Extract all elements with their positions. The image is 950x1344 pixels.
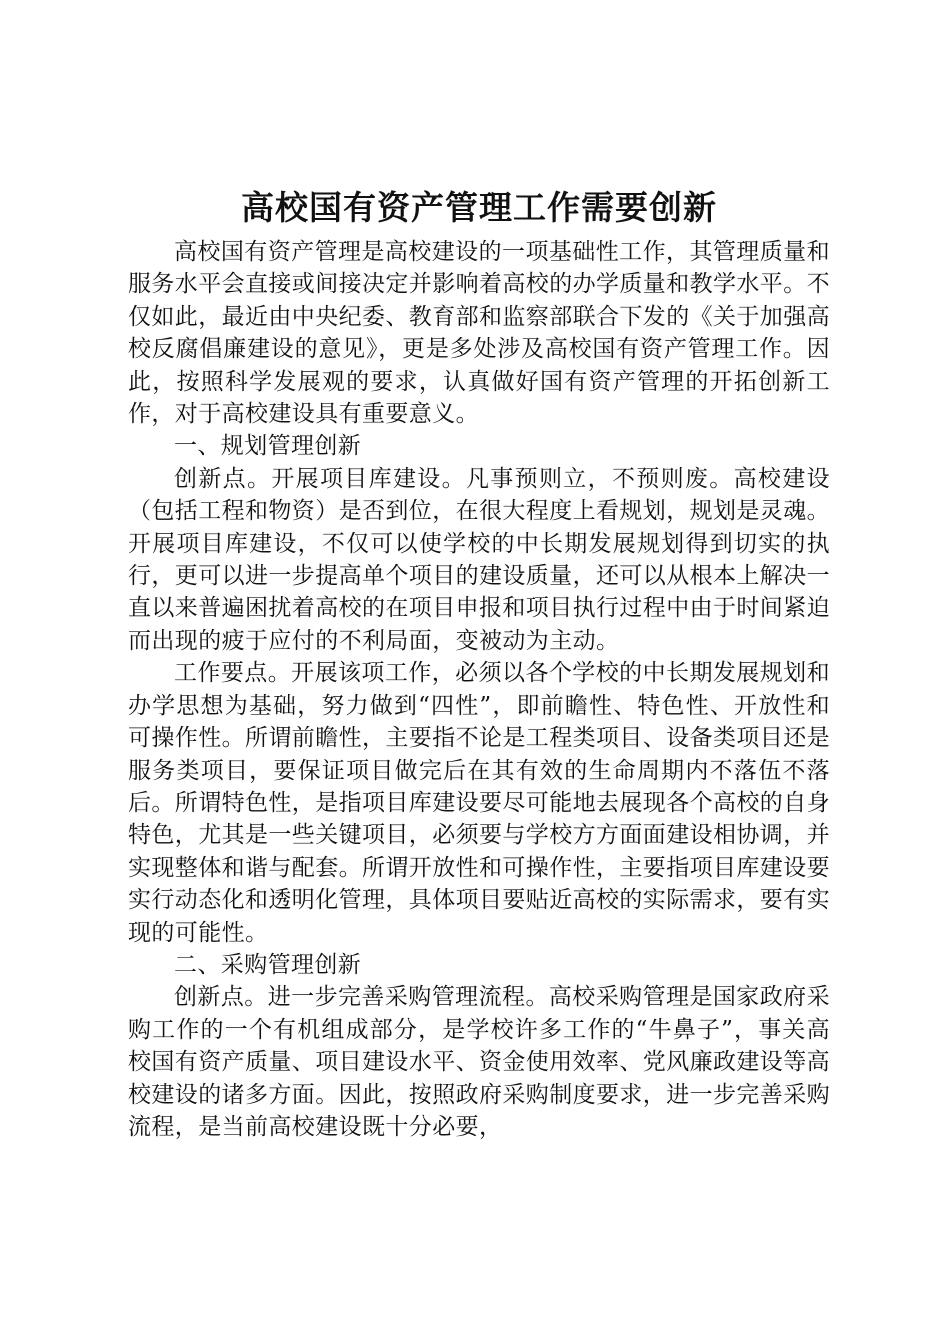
procurement-innovation-paragraph: 创新点。进一步完善采购管理流程。高校采购管理是国家政府采购工作的一个有机组成部分，是学校许多工作的“牛鼻子”，事关高校国有资产质量、项目建设水平、资金使用效率、党风廉政建设等高校建设的诸多方面。因此，按照政府采购制度要求，进一步完善采购流程，是当前高校建设既十分必要， (128, 984, 830, 1140)
planning-work-points-paragraph: 工作要点。开展该项工作，必须以各个学校的中长期发展规划和办学思想为基础，努力做到“四性”，即前瞻性、特色性、开放性和可操作性。所谓前瞻性，主要指不论是工程类项目、设备类项目还是服务类项目，要保证项目做完后在其有效的生命周期内不落伍不落后。所谓特色性，是指项目库建设要尽可能地去展现各个高校的自身特色，尤其是一些关键项目，必须要与学校方方面面建设相协调，并实现整体和谐与配套。所谓开放性和可操作性，主要指项目库建设要实行动态化和透明化管理，具体项目要贴近高校的实际需求，要有实现的可能性。 (128, 660, 830, 946)
planning-innovation-paragraph: 创新点。开展项目库建设。凡事预则立，不预则废。高校建设（包括工程和物资）是否到位，在很大程度上看规划，规划是灵魂。开展项目库建设，不仅可以使学校的中长期发展规划得到切实的执行，更可以进一步提高单个项目的建设质量，还可以从根本上解决一直以来普遍困扰着高校的在项目申报和项目执行过程中由于时间紧迫而出现的疲于应付的不利局面，变被动为主动。 (128, 465, 830, 654)
section-heading-planning: 一、规划管理创新 (174, 433, 362, 460)
document-page (128, 184, 830, 1143)
section-heading-procurement: 二、采购管理创新 (174, 951, 362, 978)
intro-paragraph: 高校国有资产管理是高校建设的一项基础性工作，其管理质量和服务水平会直接或间接决定并影响着高校的办学质量和教学水平。不仅如此，最近由中央纪委、教育部和监察部联合下发的《关于加强高校反腐倡廉建设的意见》，更是多处涉及高校国有资产管理工作。因此，按照科学发展观的要求，认真做好国有资产管理的开拓创新工作，对于高校建设具有重要意义。 (128, 239, 830, 428)
document-title: 高校国有资产管理工作需要创新 (241, 188, 717, 227)
